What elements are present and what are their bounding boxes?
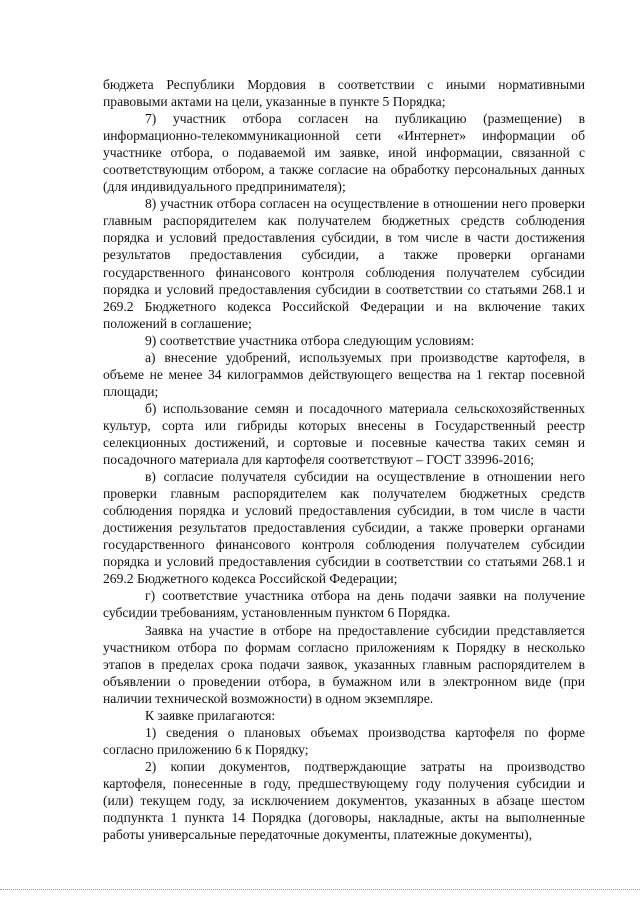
paragraph-item-9g: г) соответствие участника отбора на день подачи заявки на получение субсидии требованиям, установленным пунктом 6 Порядка. <box>103 588 585 621</box>
paragraph-item-8: 8) участник отбора согласен на осуществление в отношении него проверки главным распорядителем как получателем бюджетных средств соблюдения порядка и условий предоставления субсидии, в том числе в части достижения результатов предоставления субсидии, а также проверки органами государственного финансового контроля соблюдения получателем субсидии порядка и условий предоставления субсидии в соответствии со статьями 268.1 и 269.2 Бюджетного кодекса Российской Федерации и на включение таких положений в соглашение; <box>103 196 585 331</box>
paragraph-attachment-2: 2) копии документов, подтверждающие затраты на производство картофеля, понесенные в году, предшествующему году получения субсидии и (или) текущем году, за исключением документов, указанных в абзаце шестом подпункта 1 пункта 14 Порядка (договоры, накладные, акты на выполненные работы универсальные передаточные документы, платежные документы), <box>103 758 585 843</box>
paragraph-item-9a: а) внесение удобрений, используемых при производстве картофеля, в объеме не менее 34 килограммов действующего вещества на 1 гектар посевной площади; <box>103 349 585 399</box>
paragraph-item-9: 9) соответствие участника отбора следующим условиям: <box>145 332 475 348</box>
paragraph-attachments-heading: К заявке прилагаются: <box>145 707 276 723</box>
page-bottom-rule <box>0 889 640 890</box>
paragraph-item-9v: в) согласие получателя субсидии на осуществление в отношении него проверки главным распорядителем как получателем бюджетных средств соблюдения порядка и условий предоставления субсидии, в том числе в части достижения результатов предоставления субсидии, а также проверки органами государственного финансового контроля соблюдения получателем субсидии порядка и условий предоставления субсидии в соответствии со статьями 268.1 и 269.2 Бюджетного кодекса Российской Федерации; <box>103 469 585 587</box>
document-body <box>103 76 585 843</box>
paragraph-budget-continuation: бюджета Республики Мордовия в соответствии с иными нормативными правовыми актами на цели, указанные в пункте 5 Порядка; <box>103 77 585 110</box>
paragraph-attachment-1: 1) сведения о плановых объемах производства картофеля по форме согласно приложению 6 к Порядку; <box>103 724 585 757</box>
paragraph-item-7: 7) участник отбора согласен на публикацию (размещение) в информационно-телекоммуникационной сети «Интернет» информации об участнике отбора, о подаваемой им заявке, иной информации, связанной с соответствующим отбором, а также согласие на обработку персональных данных (для индивидуального предпринимателя); <box>103 111 585 195</box>
paragraph-item-9b: б) использование семян и посадочного материала сельскохозяйственных культур, сорта или гибриды которых внесены в Государственный реестр селекционных достижений, и сортовые и посевные качества таких семян и посадочного материала для картофеля соответствуют – ГОСТ 33996-2016; <box>103 400 585 468</box>
paragraph-application: Заявка на участие в отборе на предоставление субсидии представляется участником отбора по формам согласно приложениям к Порядку в несколько этапов в пределах срока подачи заявок, указанных главным распорядителем в объявлении о проведении отбора, в бумажном или в электронном виде (при наличии технической возможности) в одном экземпляре. <box>103 622 585 706</box>
